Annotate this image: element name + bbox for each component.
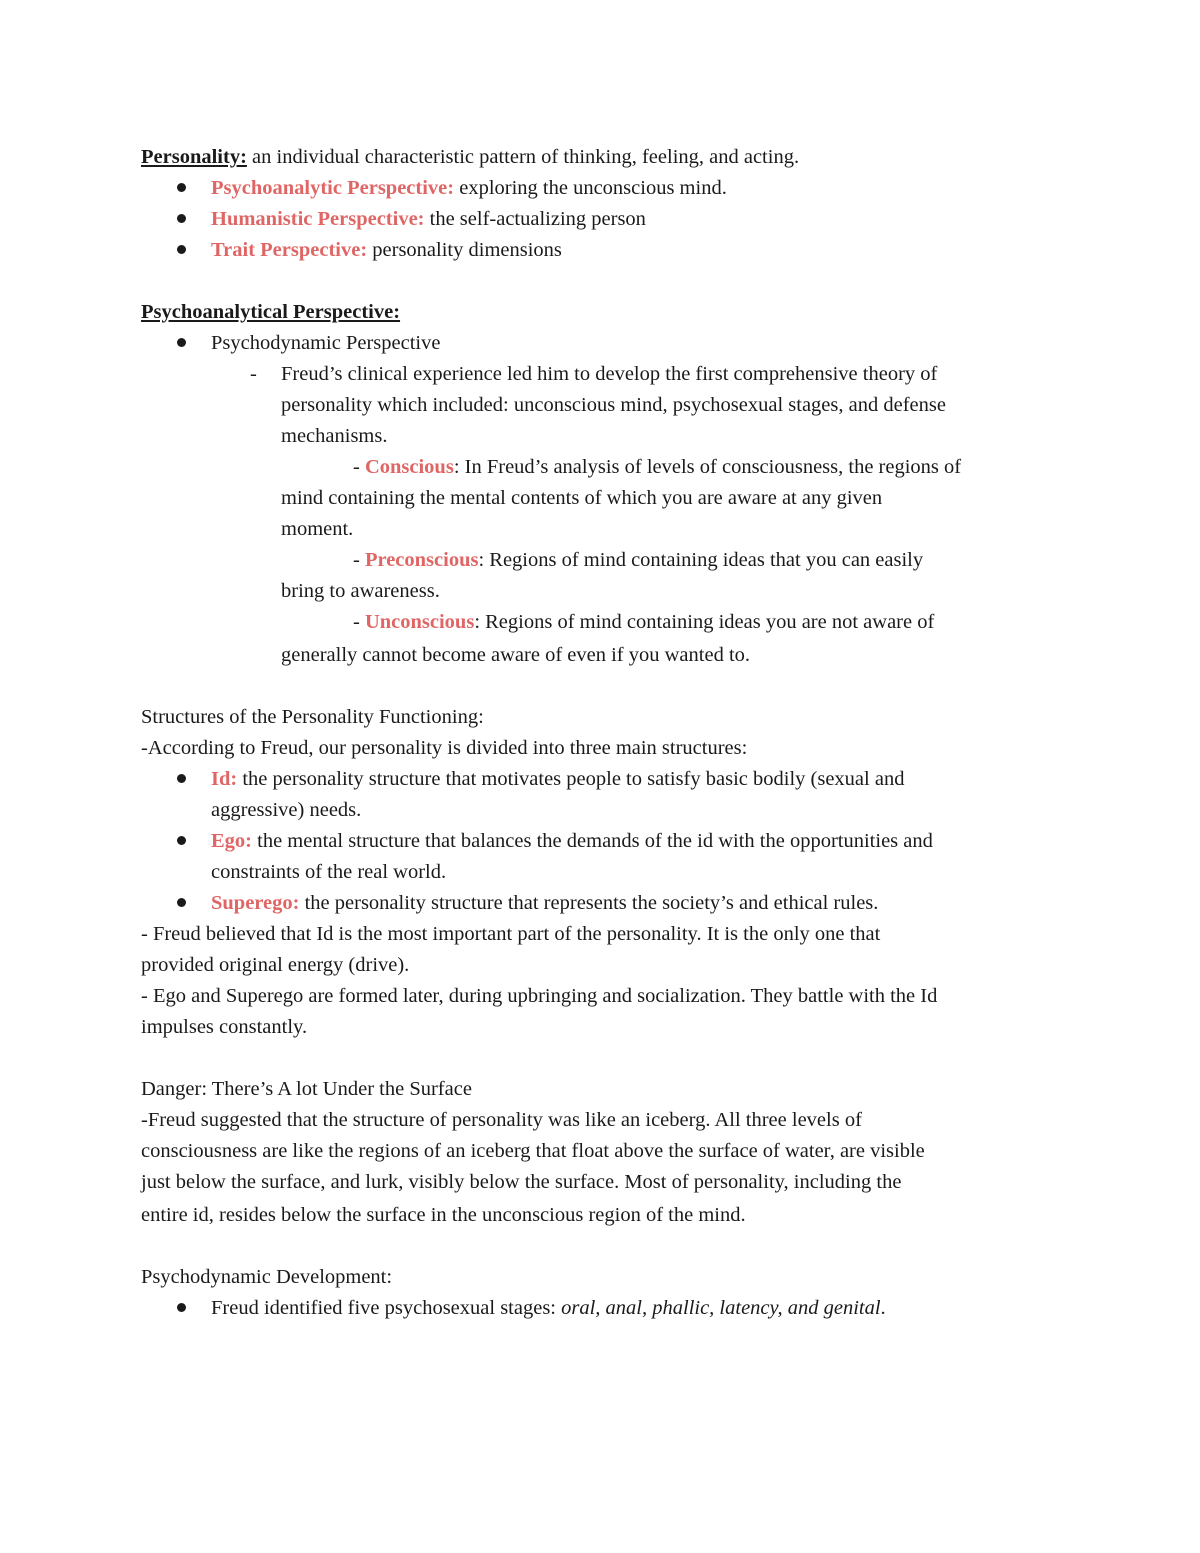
structure-id: [211, 767, 904, 791]
structure-superego: [211, 891, 878, 915]
development-bullet: [211, 1296, 886, 1320]
perspective-text: the self-actualizing person: [424, 208, 646, 230]
structures-note: impulses constantly.: [141, 1016, 308, 1038]
bullet-icon: [177, 898, 186, 907]
perspective-item: [211, 207, 646, 231]
danger-line: -Freud suggested that the structure of personality was like an iceberg. All three levels of: [141, 1109, 862, 1131]
level-cont: bring to awareness.: [281, 580, 440, 602]
structure-text: the personality structure that represents the society’s and ethical rules.: [299, 892, 879, 914]
structures-note: - Freud believed that Id is the most important part of the personality. It is the only one that: [141, 923, 881, 945]
level-preconscious: [353, 548, 923, 572]
danger-line: entire id, resides below the surface in the unconscious region of the mind.: [141, 1204, 746, 1226]
level-unconscious: [353, 610, 934, 634]
structure-term: Superego:: [211, 892, 300, 914]
bullet-icon: [177, 245, 186, 254]
structure-cont: constraints of the real world.: [211, 861, 447, 883]
bullet-icon: [177, 774, 186, 783]
freud-line: personality which included: unconscious mind, psychosexual stages, and defense: [281, 394, 946, 416]
perspective-term: Psychoanalytic Perspective:: [211, 177, 455, 199]
perspective-text: personality dimensions: [367, 239, 562, 261]
section-heading: Psychoanalytical Perspective:: [141, 301, 401, 323]
level-text: : Regions of mind containing ideas you are not aware of: [474, 611, 935, 633]
freud-line: mechanisms.: [281, 425, 388, 447]
structure-ego: [211, 829, 933, 853]
structures-intro: -According to Freud, our personality is divided into three main structures:: [141, 737, 748, 759]
structure-text: the mental structure that balances the demands of the id with the opportunities and: [252, 830, 933, 852]
development-end: .: [880, 1297, 886, 1319]
structure-term: Id:: [211, 768, 238, 790]
dash-marker: -: [250, 363, 257, 385]
development-text: Freud identified five psychosexual stages:: [211, 1297, 562, 1319]
structures-heading: Structures of the Personality Functioning:: [141, 706, 484, 728]
perspective-term: Trait Perspective:: [211, 239, 368, 261]
structure-cont: aggressive) needs.: [211, 799, 362, 821]
level-cont: mind containing the mental contents of which you are aware at any given: [281, 487, 883, 509]
structures-note: - Ego and Superego are formed later, during upbringing and socialization. They battle with the Id: [141, 985, 938, 1007]
bullet-icon: [177, 183, 186, 192]
psychodynamic-bullet: Psychodynamic Perspective: [211, 332, 441, 354]
perspective-item: [211, 176, 727, 200]
bullet-icon: [177, 1303, 186, 1312]
perspective-term: Humanistic Perspective:: [211, 208, 425, 230]
perspective-item: [211, 238, 562, 262]
development-stages: oral, anal, phallic, latency, and genital: [561, 1297, 881, 1319]
danger-line: consciousness are like the regions of an iceberg that float above the surface of water, are visible: [141, 1140, 925, 1162]
level-term: Unconscious: [364, 611, 475, 633]
danger-line: just below the surface, and lurk, visibly below the surface. Most of personality, including the: [141, 1171, 902, 1193]
structure-text: the personality structure that motivates people to satisfy basic bodily (sexual and: [237, 768, 905, 790]
level-prefix: -: [353, 549, 365, 571]
bullet-icon: [177, 214, 186, 223]
level-text: : Regions of mind containing ideas that you can easily: [478, 549, 924, 571]
level-text: : In Freud’s analysis of levels of consciousness, the regions of: [453, 456, 962, 478]
personality-term: Personality:: [141, 146, 247, 168]
danger-heading: Danger: There’s A lot Under the Surface: [141, 1078, 472, 1100]
level-cont: moment.: [281, 518, 354, 540]
structure-term: Ego:: [211, 830, 252, 852]
perspective-text: exploring the unconscious mind.: [454, 177, 727, 199]
development-heading: Psychodynamic Development:: [141, 1266, 393, 1288]
level-prefix: -: [353, 611, 365, 633]
structures-note: provided original energy (drive).: [141, 954, 410, 976]
level-conscious: [353, 455, 961, 479]
level-term: Conscious: [364, 456, 454, 478]
level-term: Preconscious: [364, 549, 479, 571]
personality-definition-text: an individual characteristic pattern of thinking, feeling, and acting.: [246, 146, 800, 168]
bullet-icon: [177, 836, 186, 845]
level-cont: generally cannot become aware of even if you wanted to.: [281, 644, 751, 666]
personality-definition: [141, 145, 799, 169]
level-prefix: -: [353, 456, 365, 478]
bullet-icon: [177, 338, 186, 347]
freud-line: Freud’s clinical experience led him to develop the first comprehensive theory of: [281, 363, 938, 385]
